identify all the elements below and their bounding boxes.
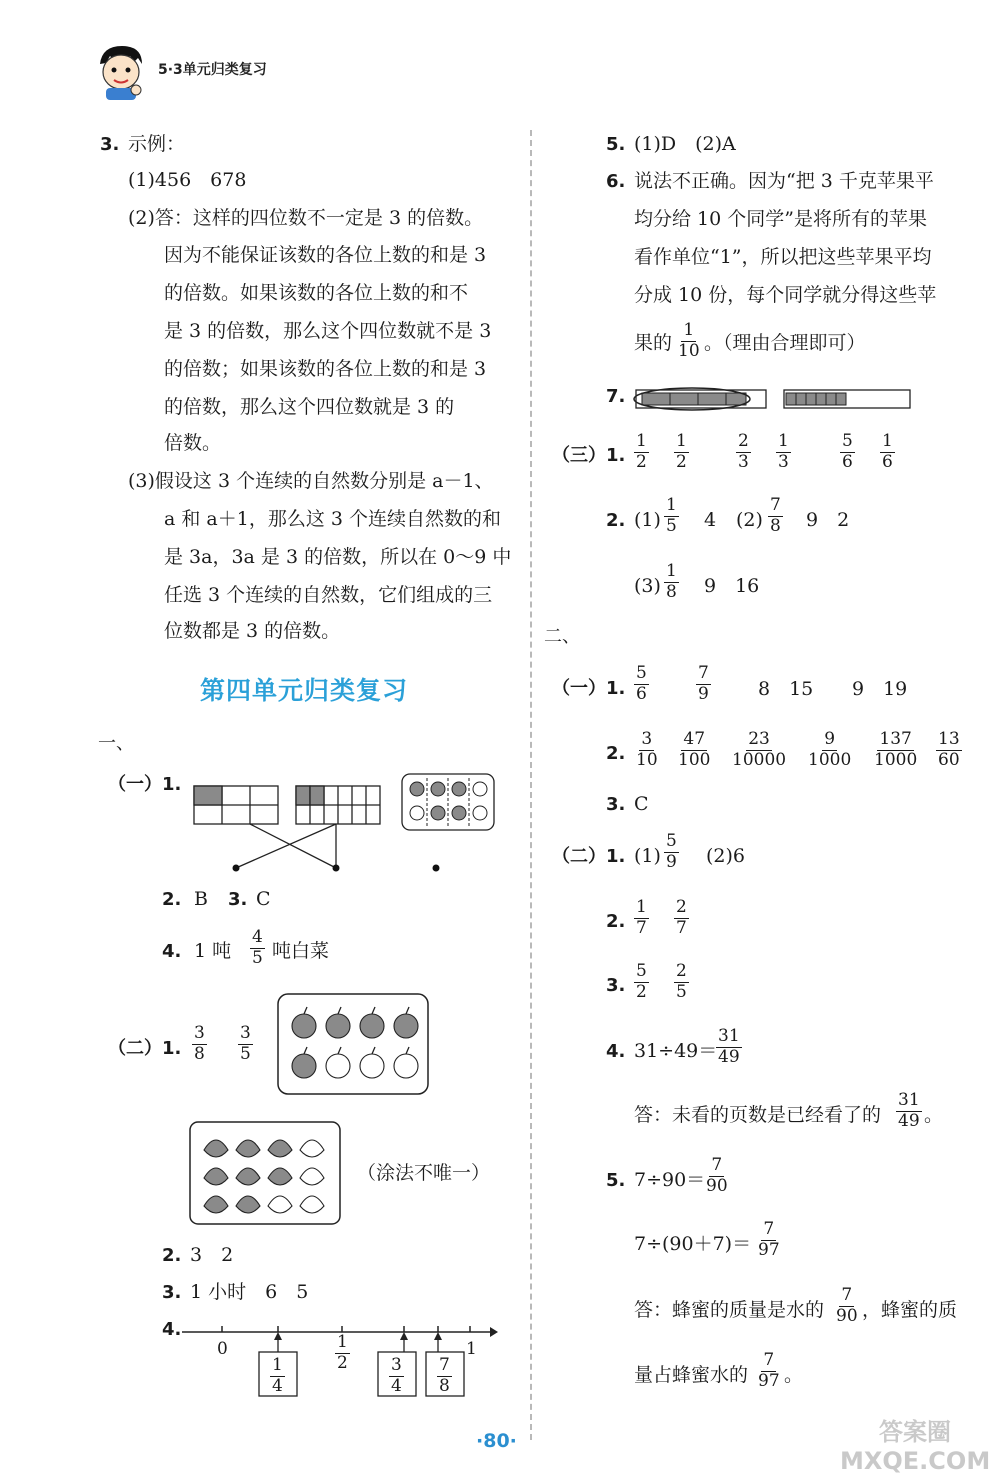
r-r2-q3-fraction: $\frac{5}{2}$ [636,961,647,1002]
watermark: 答案圈 MXQE.COM [840,1418,991,1475]
r-r1-q3-label: 3. [606,794,626,815]
matching-figure [190,772,500,877]
r-s3-fraction: $\frac{1}{2}$ [636,431,647,472]
r-r2-q4-ans-post: 。 [924,1104,944,1126]
r-r2-q5-e1: 7÷90＝ [634,1169,706,1191]
sub2-fraction: $\frac{3}{8}$ [194,1023,205,1064]
r-q6-fraction: $\frac{1}{10}$ [678,320,700,361]
box-fraction: $\frac{7}{8}$ [439,1355,450,1396]
r-r1-q2-label: 2. [606,743,626,764]
q4-pre: 1 吨 [194,940,232,962]
r-r2-q5-ans1-pre: 答：蜂蜜的质量是水的 [634,1299,825,1321]
r-q7-label: 7. [606,386,626,407]
tick-half: $\frac{1}{2}$ [337,1332,348,1373]
apples-figure [276,992,431,1096]
s2q2-answer: 3 2 [190,1244,234,1266]
sub-two-label: （二）1. [108,1038,182,1059]
q3-p3-line: a 和 a＋1，那么这 3 个连续自然数的和 [164,508,501,530]
r-r1-q2-fraction: $\frac{137}{1000}$ [874,729,918,770]
r-s3-q2b-pre: (2) [736,509,763,531]
box-fraction: $\frac{3}{4}$ [391,1355,402,1396]
q2-label: 2. [162,889,182,910]
r-r2-q4-ans-fraction: $\frac{31}{49}$ [898,1090,920,1131]
r-s3-q2c-pre: (3) [634,575,661,597]
r-r2-q1-fraction: $\frac{5}{9}$ [666,831,677,872]
r-r1-q2-fraction: $\frac{9}{1000}$ [808,729,852,770]
q3-p2-line: 是 3 的倍数，那么这个四位数就不是 3 [164,320,492,342]
r-r2-q5-ans2-pre: 量占蜂蜜水的 [634,1364,749,1386]
r-r1-q2-fraction: $\frac{23}{10000}$ [732,729,787,770]
r-r2-q5-label: 5. [606,1170,626,1191]
r-r1-q2-fraction: $\frac{47}{100}$ [678,729,711,770]
box-fraction: $\frac{1}{4}$ [272,1355,283,1396]
r-r2-q3-fraction: $\frac{2}{5}$ [676,961,687,1002]
r-r1-q2-fraction: $\frac{3}{10}$ [636,729,658,770]
r-s3-fraction: $\frac{1}{3}$ [778,431,789,472]
header-title: 5·3单元归类复习 [158,62,267,78]
r-s3-q2c-fraction: $\frac{1}{8}$ [666,561,677,602]
r-q6-line: 分成 10 份，每个同学就分得这些苹 [634,284,937,306]
r-r2-q2-fraction: $\frac{2}{7}$ [676,897,687,938]
r-s3-q2c-post: 9 16 [704,575,760,597]
r-r1-rest2: 9 19 [852,678,908,700]
r-s3-q2a-pre: (1) [634,509,661,531]
section-one-label: 一、 [98,733,134,754]
q3-p3-line: 位数都是 3 的倍数。 [164,620,341,642]
r-r2-q5-e2-fraction: $\frac{7}{97}$ [758,1219,780,1260]
s2q2-label: 2. [162,1245,182,1266]
r-q6-last-pre: 果的 [634,332,673,354]
column-divider [530,130,532,1440]
q4-label: 4. [162,941,182,962]
r-r2-q5-ans2-fraction: $\frac{7}{97}$ [758,1350,780,1391]
q3-label: 3. [100,134,120,155]
bar-diagram [632,382,914,414]
r-r2-q1-pre: (1) [634,845,661,867]
r-r1-fraction: $\frac{7}{9}$ [698,663,709,704]
note-text: （涂法不唯一） [357,1162,491,1184]
r-r2-q4-expr: 31÷49＝ [634,1040,718,1062]
q4-post: 吨白菜 [272,940,330,962]
r-r1-q2-fraction: $\frac{13}{60}$ [938,729,960,770]
r-r2-q3-label: 3. [606,975,626,996]
r-q6-line: 均分给 10 个同学”是将所有的苹果 [634,208,927,230]
q4-fraction: $\frac{4}{5}$ [252,927,263,968]
r-r2-q2-label: 2. [606,911,626,932]
r-r2-q1-post: (2)6 [706,845,746,867]
r-r2-q4-ans-pre: 答：未看的页数是已经看了的 [634,1104,882,1126]
q3-p2-line: 的倍数。如果该数的各位上数的和不 [164,282,469,304]
r-r2-q5-ans2-post: 。 [784,1364,804,1386]
q2-answer: B [194,888,208,910]
r-r2-q5-e1-fraction: $\frac{7}{90}$ [706,1155,728,1196]
r-r2-q4-fraction: $\frac{31}{49}$ [718,1026,740,1067]
q3-p2-line: 的倍数；如果该数的各位上数的和是 3 [164,358,487,380]
r-r2-q5-ans1-fraction: $\frac{7}{90}$ [836,1285,858,1326]
r-r1-fraction: $\frac{5}{6}$ [636,663,647,704]
q3-p3-line: 是 3a，3a 是 3 的倍数，所以在 0～9 中 [164,546,512,568]
r-r1-rest1: 8 15 [758,678,814,700]
q3-p2-line: 的倍数，那么这个四位数就是 3 的 [164,396,455,418]
q3-intro: 示例： [128,133,186,155]
tick-zero: 0 [217,1339,228,1359]
s2q3-label: 3. [162,1282,182,1303]
r-r2-q2-fraction: $\frac{1}{7}$ [636,897,647,938]
q3-p3-line: (3)假设这 3 个连续的自然数分别是 a－1、 [128,470,494,492]
cartoon-boy-icon [92,42,150,100]
r-s3-fraction: $\frac{5}{6}$ [842,431,853,472]
unit-title: 第四单元归类复习 [200,676,409,705]
q3-part1: (1)456 678 [128,169,247,191]
r-s3-q2a-post: 4 [704,509,717,531]
r-r1-q3-answer: C [634,793,649,815]
sub2-fraction: $\frac{3}{5}$ [240,1023,251,1064]
q3-p2-line: 倍数。 [164,432,222,454]
r-s3-q2b-fraction: $\frac{7}{8}$ [770,495,781,536]
r-r2-q5-e2: 7÷(90＋7)＝ [634,1233,752,1255]
r-q6-last-post: 。（理由合理即可） [704,332,866,354]
q3-p2-line: 因为不能保证该数的各位上数的和是 3 [164,244,487,266]
r-s3-q2b-post: 9 2 [806,509,850,531]
r-q5-answer: (1)D (2)A [634,133,736,155]
s2q4-label: 4. [162,1319,182,1340]
q3b-label: 3. [228,889,248,910]
r-s3-q2-label: 2. [606,510,626,531]
r-s3-fraction: $\frac{2}{3}$ [738,431,749,472]
r-q6-line: 说法不正确。因为“把 3 千克苹果平 [634,170,934,192]
q3b-answer: C [256,888,271,910]
sub-one-label: （一）1. [108,774,182,795]
r-section-two-label: 二、 [544,626,580,647]
r-q5-label: 5. [606,134,626,155]
peaches-figure [188,1120,342,1226]
q3-p2-line: (2)答：这样的四位数不一定是 3 的倍数。 [128,207,484,229]
r-s3-fraction: $\frac{1}{2}$ [676,431,687,472]
q3-p3-line: 任选 3 个连续的自然数，它们组成的三 [164,584,493,606]
r-r2-q5-ans1-post: ，蜂蜜的质 [862,1299,958,1321]
tick-one: 1 [466,1339,477,1359]
r-s3-q2a-fraction: $\frac{1}{5}$ [666,495,677,536]
r-s3-label: （三）1. [552,445,626,466]
r-r2-label: （二）1. [552,846,626,867]
page-number: ·80· [476,1430,517,1452]
r-q6-label: 6. [606,171,626,192]
r-r1-label: （一）1. [552,678,626,699]
r-q6-line: 看作单位“1”，所以把这些苹果平均 [634,246,932,268]
s2q3-answer: 1 小时 6 5 [190,1281,309,1303]
r-r2-q4-label: 4. [606,1041,626,1062]
r-s3-fraction: $\frac{1}{6}$ [882,431,893,472]
